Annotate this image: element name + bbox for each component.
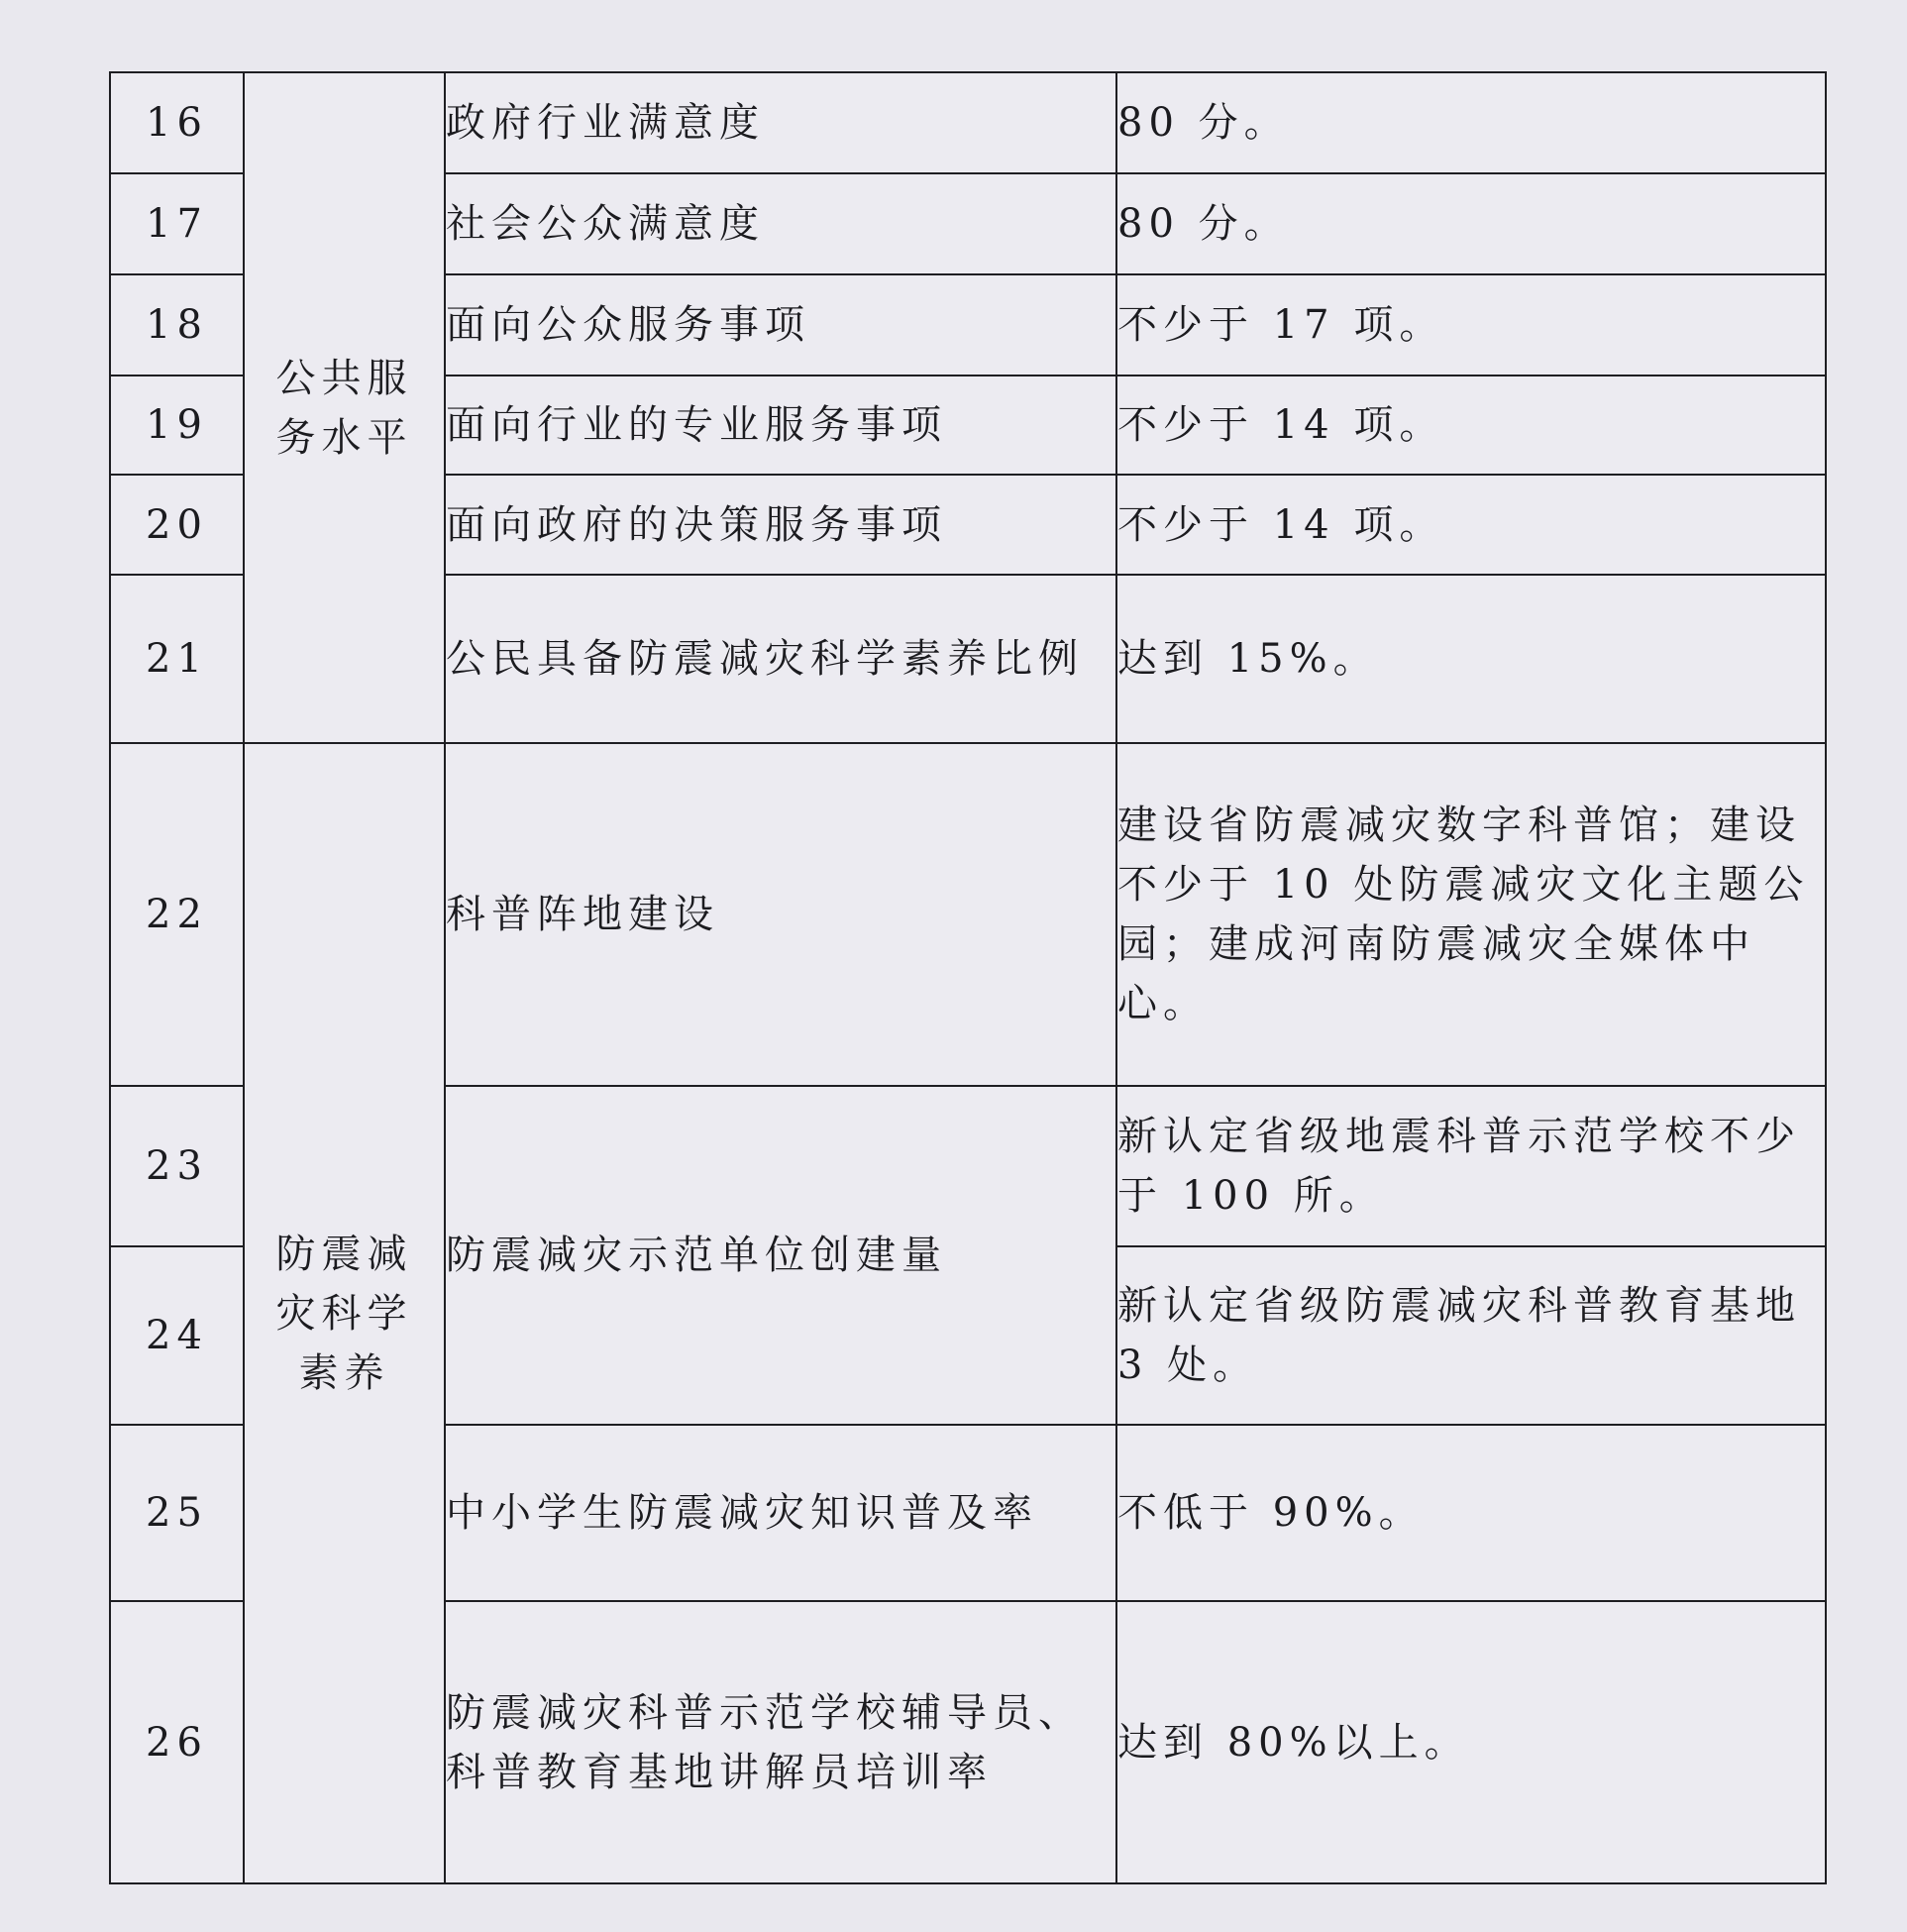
- target-cell: 80 分。: [1116, 72, 1826, 173]
- category-cell: [244, 743, 445, 1883]
- row-number: 25: [110, 1425, 244, 1601]
- category-cell: [244, 72, 445, 743]
- row-number: 23: [110, 1086, 244, 1246]
- row-number: 26: [110, 1601, 244, 1883]
- indicator-cell: 政府行业满意度: [445, 72, 1116, 173]
- indicator-cell: 社会公众满意度: [445, 173, 1116, 274]
- target-cell: 新认定省级地震科普示范学校不少于 100 所。: [1116, 1086, 1826, 1246]
- category-label: 防震减灾科学素养: [275, 1231, 413, 1396]
- row-number: 17: [110, 173, 244, 274]
- row-number: 19: [110, 376, 244, 475]
- row-number: 22: [110, 743, 244, 1086]
- target-cell: 80 分。: [1116, 173, 1826, 274]
- indicator-cell: 防震减灾科普示范学校辅导员、科普教育基地讲解员培训率: [445, 1601, 1116, 1883]
- indicator-cell: 面向行业的专业服务事项: [445, 376, 1116, 475]
- target-cell: 新认定省级防震减灾科普教育基地 3 处。: [1116, 1246, 1826, 1425]
- indicator-cell: 中小学生防震减灾知识普及率: [445, 1425, 1116, 1601]
- target-cell: 不低于 90%。: [1116, 1425, 1826, 1601]
- indicator-cell: 科普阵地建设: [445, 743, 1116, 1086]
- target-cell: 不少于 17 项。: [1116, 274, 1826, 376]
- table-row: [110, 743, 1826, 1086]
- row-number: 24: [110, 1246, 244, 1425]
- category-label: 公共服务水平: [275, 355, 413, 461]
- indicator-cell: 面向政府的决策服务事项: [445, 475, 1116, 575]
- target-cell: 不少于 14 项。: [1116, 475, 1826, 575]
- row-number: 21: [110, 575, 244, 743]
- row-number: 18: [110, 274, 244, 376]
- indicator-cell: 面向公众服务事项: [445, 274, 1116, 376]
- target-cell: 达到 80%以上。: [1116, 1601, 1826, 1883]
- row-number: 16: [110, 72, 244, 173]
- indicator-cell: 公民具备防震减灾科学素养比例: [445, 575, 1116, 743]
- indicator-cell: 防震减灾示范单位创建量: [445, 1086, 1116, 1425]
- table-row: [110, 72, 1826, 173]
- target-cell: 建设省防震减灾数字科普馆；建设不少于 10 处防震减灾文化主题公园；建成河南防震减灾全媒体中心。: [1116, 743, 1826, 1086]
- indicator-table: [109, 71, 1827, 1884]
- target-cell: 不少于 14 项。: [1116, 376, 1826, 475]
- target-cell: 达到 15%。: [1116, 575, 1826, 743]
- row-number: 20: [110, 475, 244, 575]
